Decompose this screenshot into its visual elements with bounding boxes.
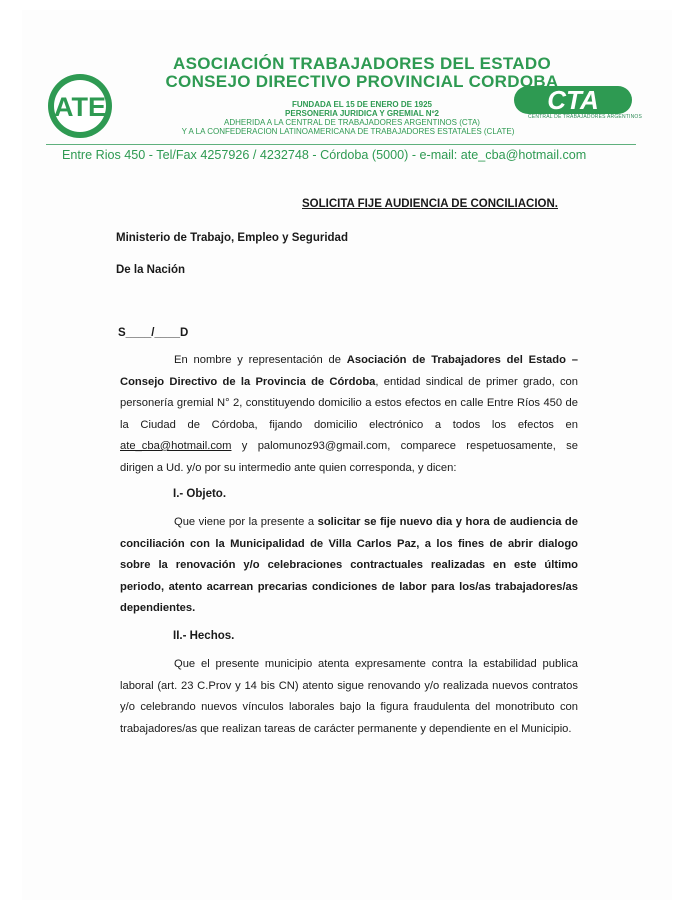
document-title: SOLICITA FIJE AUDIENCIA DE CONCILIACION. — [302, 198, 558, 210]
section-hechos-paragraph: Que el presente municipio atenta expresamente contra la estabilidad publica laboral (art. 23 C.Prov y 14 bis CN) atento sigue renovando y/o realizada nuevos contratos y/o celebrando nuevos vínculos laborales bajo la figura fraudulenta del monotributo con trabajadores/as que realizan tareas de carácter permanente y dependiente en el Municipio. — [120, 658, 578, 735]
header-divider — [46, 144, 636, 145]
section-objeto-heading: I.- Objeto. — [173, 488, 227, 500]
salutation: S____/____D — [118, 327, 189, 339]
cta-logo-text: CTA — [547, 85, 599, 115]
ate-logo-text: ATE — [54, 92, 106, 122]
section-objeto-paragraph: Que viene por la presente a solicitar se fije nuevo dia y hora de audiencia de conciliación con la Municipalidad de Villa Carlos Paz, a los fines de abrir dialogo sobre la renovación y/o celebraciones contractuales realizadas en este último periodo, atento acarrean precarias condiciones de labor para los/as trabajadores/as dependientes. — [120, 516, 578, 614]
legal-line: PERSONERIA JURIDICA Y GREMIAL Nº2 — [285, 109, 439, 118]
addressee-line-2: De la Nación — [116, 264, 186, 276]
org-name: ASOCIACIÓN TRABAJADORES DEL ESTADO — [173, 54, 551, 73]
adhered-line-2: Y A LA CONFEDERACION LATINOAMERICANA DE TRABAJADORES ESTATALES (CLATE) — [181, 127, 515, 136]
section-hechos-heading: II.- Hechos. — [173, 630, 235, 642]
founded-line: FUNDADA EL 15 DE ENERO DE 1925 — [291, 100, 433, 109]
cta-subtitle: CENTRAL DE TRABAJADORES ARGENTINOS — [528, 114, 643, 120]
addressee-line-1: Ministerio de Trabajo, Empleo y Seguridad — [116, 232, 348, 244]
email-link[interactable]: ate_cba@hotmail.com — [120, 440, 232, 452]
intro-paragraph: En nombre y representación de Asociación de Trabajadores del Estado – Consejo Directivo de la Provincia de Córdoba, entidad sindical de primer grado, con personería gremial N° 2, constituyendo domicilio a estos efectos en calle Entre Ríos 450 de la Ciudad de Córdoba, fijando domicilio electrónico a todos los efectos en ate_cba@hotmail.com y palomunoz93@gmail.com, comparece respetuosamente, se dirigen a Ud. y/o por su intermedio ante quien corresponda, y dicen: — [120, 354, 578, 474]
adhered-line-1: ADHERIDA A LA CENTRAL DE TRABAJADORES ARGENTINOS (CTA) — [224, 118, 480, 127]
org-reference: Asociación de Trabajadores del Estado – Consejo Directivo de la Provincia de Córdoba — [120, 354, 578, 388]
org-council: CONSEJO DIRECTIVO PROVINCIAL CORDOBA — [165, 72, 559, 91]
contact-line: Entre Rios 450 - Tel/Fax 4257926 / 4232748 - Córdoba (5000) - e-mail: ate_cba@hotmail.com — [62, 148, 587, 162]
